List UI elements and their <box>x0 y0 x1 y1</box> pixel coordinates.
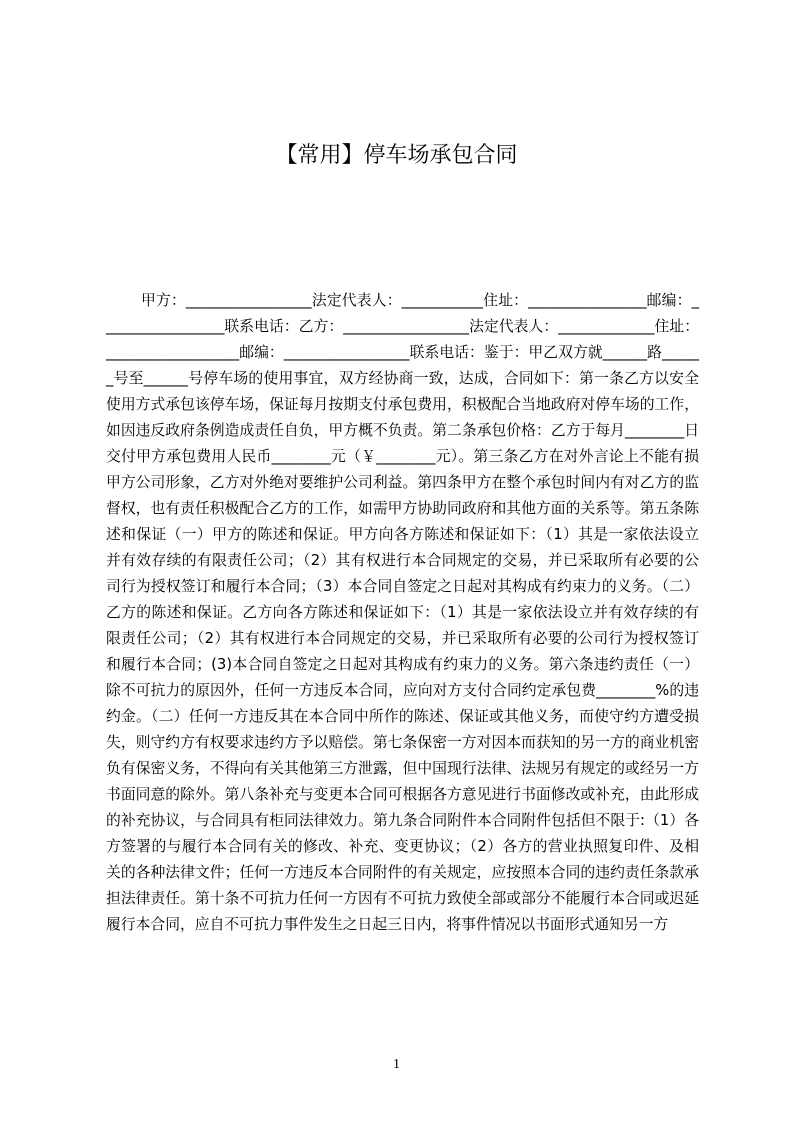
contract-body-text: 甲方：_________________法定代表人：___________住址：________________邮编：_________________联系电话：乙方：_________________法定代表人：_____________住址：__________________邮编：_________________联系电话：鉴于：甲乙双方就______路______号至______号停车场的使用事宜，双方经协商一致，达成，合同如下：第一条乙方以安全使用方式承包该停车场，保证每月按期支付承包费用，积极配合当地政府对停车场的工作，如因违反政府条例造成责任自负，甲方概不负责。第二条承包价格：乙方于每月________日交付甲方承包费用人民币________元（￥________元）。第三条乙方在对外言论上不能有损甲方公司形象，乙方对外绝对要维护公司利益。第四条甲方在整个承包时间内有对乙方的监督权，也有责任积极配合乙方的工作，如需甲方协助同政府和其他方面的关系等。第五条陈述和保证（一）甲方的陈述和保证。甲方向各方陈述和保证如下：（1）其是一家依法设立并有效存续的有限责任公司；（2）其有权进行本合同规定的交易，并已采取所有必要的公司行为授权签订和履行本合同；（3）本合同自签定之日起对其构成有约束力的义务。（二）乙方的陈述和保证。乙方向各方陈述和保证如下：（1）其是一家依法设立并有效存续的有限责任公司；（2）其有权进行本合同规定的交易，并已采取所有必要的公司行为授权签订和履行本合同；(3)本合同自签定之日起对其构成有约束力的义务。第六条违约责任（一）除不可抗力的原因外，任何一方违反本合同，应向对方支付合同约定承包费________%的违约金。（二）任何一方违反其在本合同中所作的陈述、保证或其他义务，而使守约方遭受损失，则守约方有权要求违约方予以赔偿。第七条保密一方对因本而获知的另一方的商业机密负有保密义务，不得向有关其他第三方泄露，但中国现行法律、法规另有规定的或经另一方书面同意的除外。第八条补充与变更本合同可根据各方意见进行书面修改或补充，由此形成的补充协议，与合同具有柜同法律效力。第九条合同附件本合同附件包括但不限于:（1）各方签署的与履行本合同有关的修改、补充、变更协议；（2）各方的营业执照复印件、及相关的各种法律文件；任何一方违反本合同附件的有关规定，应按照本合同的违约责任条款承担法律责任。第十条不可抗力任何一方因有不可抗力致使全部或部分不能履行本合同或迟延履行本合同，应自不可抗力事件发生之日起三日内，将事件情况以书面形式通知另一方 <box>106 292 699 933</box>
page-number: 1 <box>393 1057 400 1072</box>
document-title: 【常用】停车场承包合同 <box>275 143 518 168</box>
